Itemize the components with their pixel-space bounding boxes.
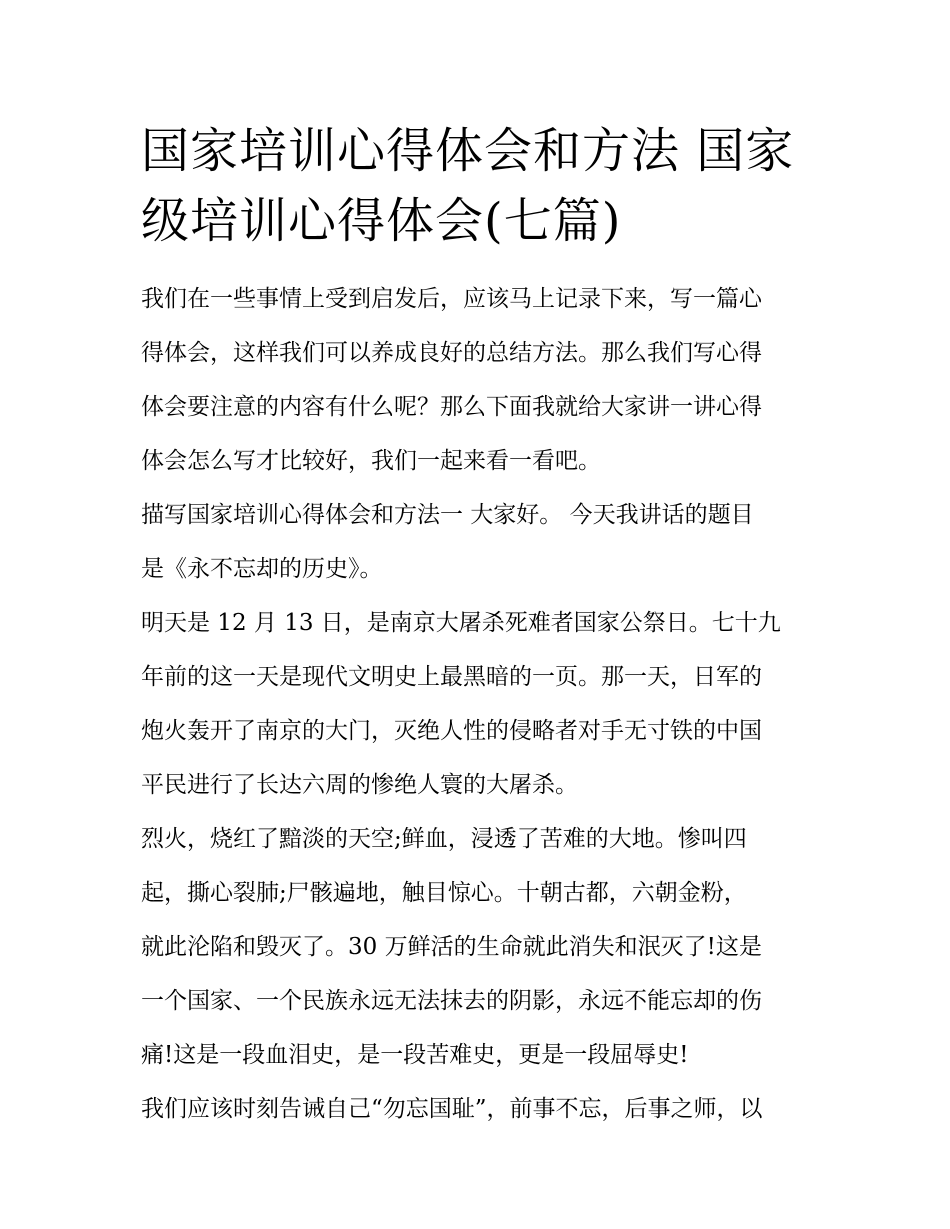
- paragraph-line: 痛!这是一段血泪史，是一段苦难史，更是一段屈辱史!: [141, 1042, 689, 1068]
- paragraph-line: 明天是 12 月 13 日，是南京大屠杀死难者国家公祭日。七十九: [141, 610, 781, 636]
- document-title: [141, 116, 813, 256]
- paragraph-line: 炮火轰开了南京的大门，灭绝人性的侵略者对手无寸铁的中国: [141, 718, 762, 744]
- title-line-2: 级培训心得体会(七篇): [141, 193, 622, 249]
- title-line-1: 国家培训心得体会和方法 国家: [141, 123, 795, 179]
- paragraph-line: 起，撕心裂肺;尸骸遍地，触目惊心。十朝古都，六朝金粉，: [141, 880, 747, 906]
- paragraph-line: 体会怎么写才比较好，我们一起来看一看吧。: [141, 448, 601, 474]
- paragraph-intro: [141, 272, 813, 488]
- paragraph-line: 我们应该时刻告诫自己“勿忘国耻”，前事不忘，后事之师，以: [141, 1096, 763, 1122]
- paragraph-reminder: [141, 1082, 813, 1136]
- paragraph-line: 就此沦陷和毁灭了。30 万鲜活的生命就此消失和泯灭了!这是: [141, 934, 762, 960]
- paragraph-line: 描写国家培训心得体会和方法一 大家好。 今天我讲话的题目: [141, 502, 754, 528]
- paragraph-memorial-day: [141, 596, 813, 812]
- paragraph-line: 年前的这一天是现代文明史上最黑暗的一页。那一天，日军的: [141, 664, 762, 690]
- document-content: [141, 116, 813, 1136]
- paragraph-history: [141, 812, 813, 1082]
- paragraph-line: 得体会，这样我们可以养成良好的总结方法。那么我们写心得: [141, 340, 762, 366]
- paragraph-line: 平民进行了长达六周的惨绝人寰的大屠杀。: [141, 772, 578, 798]
- paragraph-line: 一个国家、一个民族永远无法抹去的阴影，永远不能忘却的伤: [141, 988, 762, 1014]
- paragraph-speech-title: [141, 488, 813, 596]
- paragraph-line: 体会要注意的内容有什么呢？那么下面我就给大家讲一讲心得: [141, 394, 762, 420]
- paragraph-line: 是《永不忘却的历史》。: [141, 556, 383, 582]
- paragraph-line: 我们在一些事情上受到启发后，应该马上记录下来，写一篇心: [141, 286, 762, 312]
- paragraph-line: 烈火，烧红了黯淡的天空;鲜血，浸透了苦难的大地。惨叫四: [141, 826, 747, 852]
